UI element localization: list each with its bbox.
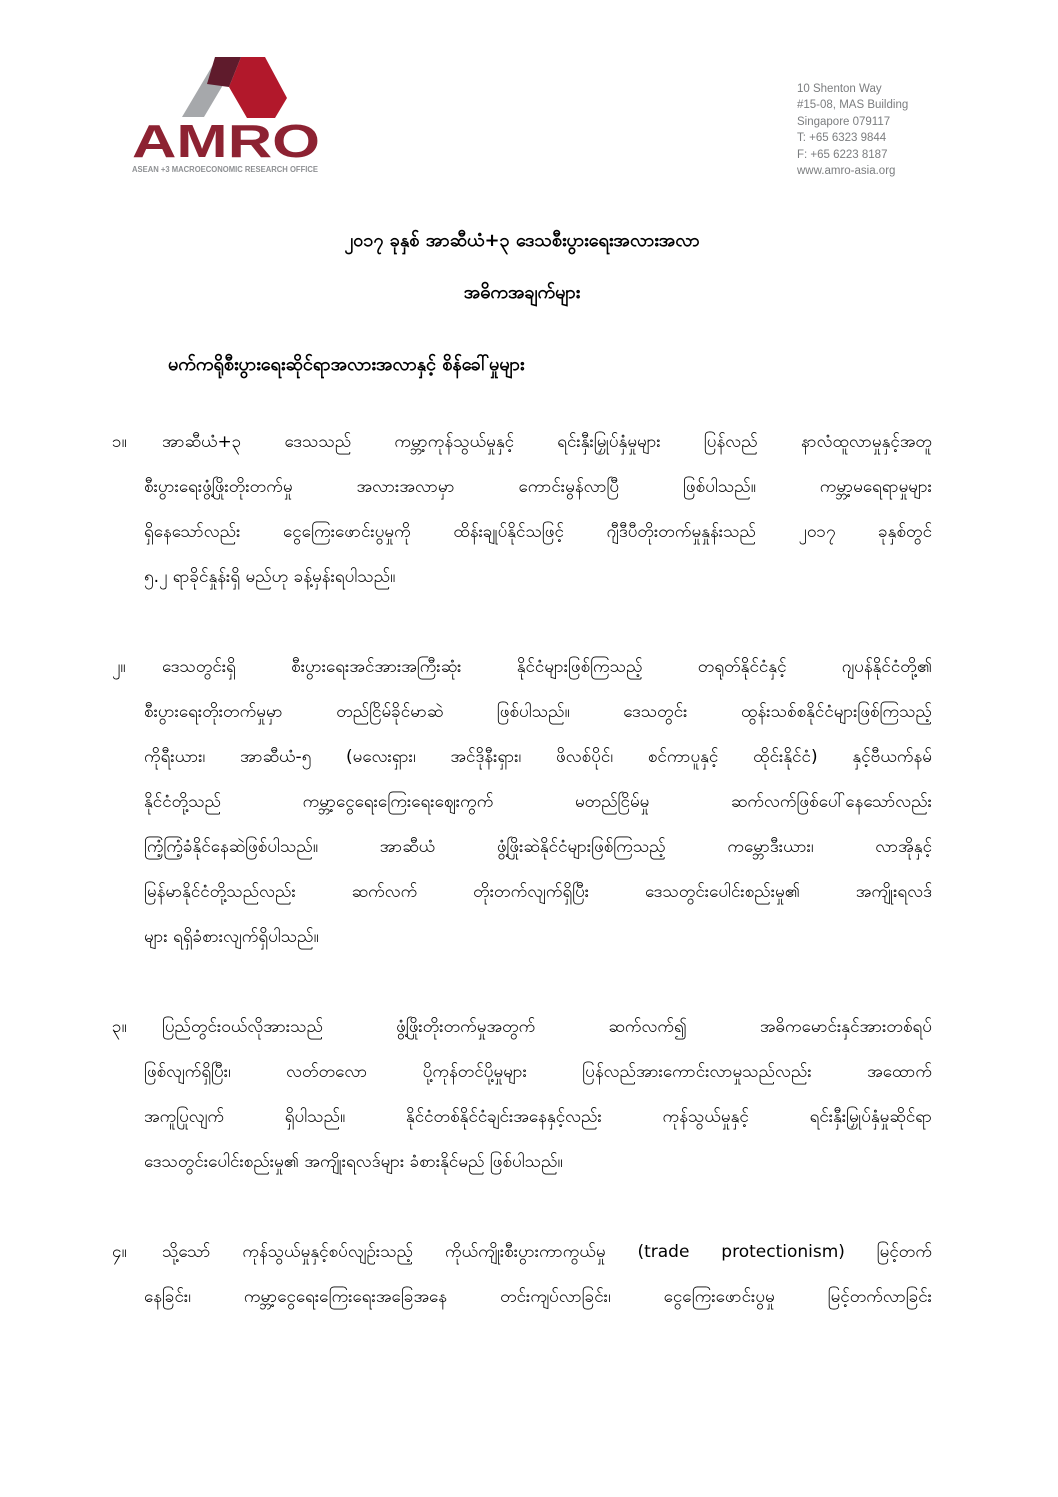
paragraph-number: ၂။ [112,657,126,677]
paragraph-line: ကြံ့ကြံ့ခံနိုင်နေဆဲဖြစ်ပါသည်။ အာဆီယံ ဖွံ့ဖြိုးဆဲနိုင်ငံများဖြစ်ကြသည့် ကမ္ဘောဒီးယား၊ လာအိုနှင့် [144,837,932,857]
paragraph-1 [112,420,932,600]
amro-logo-mark-icon [182,57,287,118]
paragraph-line: မြန်မာနိုင်ငံတို့သည်လည်း ဆက်လက် တိုးတက်လျက်ရှိပြီး ဒေသတွင်းပေါင်းစည်းမှု၏ အကျိုးရလဒ် [144,882,932,902]
paragraph-4 [112,1230,932,1320]
address-block [797,81,908,179]
logo-beam-red [229,57,287,118]
address-line: Singapore 079117 [797,115,891,128]
section-heading: မက်ကရိုစီးပွားရေးဆိုင်ရာအလားအလာနှင့် စိန်ခေါ်မှုများ [168,354,525,375]
paragraph-line: စီးပွားရေးဖွံ့ဖြိုးတိုးတက်မှု အလားအလာမှာ ကောင်းမွန်လာပြီ ဖြစ်ပါသည်။ ကမ္ဘာ့မရေရာမှုများ [144,477,932,497]
document-title [112,215,932,319]
paragraph-line: များ ရရှိခံစားလျက်ရှိပါသည်။ [144,927,319,947]
address-line: www.amro-asia.org [797,165,896,178]
paragraph-2 [112,645,932,960]
document-title-line: ၂၀၁၇ ခုနှစ် အာဆီယံ+၃ ဒေသစီးပွားရေးအလားအလာ [344,230,700,251]
paragraph-text [144,1230,932,1320]
document-body [112,215,932,1320]
paragraph-line: အကူပြုလျက် ရှိပါသည်။ နိုင်ငံတစ်နိုင်ငံချင်းအနေနှင့်လည်း ကုန်သွယ်မှုနှင့် ရင်းနှီးမြှုပ်နှံမှုဆိုင်ရာ [144,1107,932,1127]
paragraph-line: ၅.၂ ရာခိုင်နှုန်းရှိ မည်ဟု ခန့်မှန်းရပါသည်။ [144,567,396,587]
paragraph-text [144,420,932,600]
paragraph-line: စီးပွားရေးတိုးတက်မှုမှာ တည်ငြိမ်ခိုင်မာဆဲ ဖြစ်ပါသည်။ ဒေသတွင်း ထွန်းသစ်စနိုင်ငံများဖြစ်ကြသည့် [144,702,932,722]
logo-wordmark: AMRO [132,115,320,167]
paragraph-number: ၄။ [112,1242,127,1262]
paragraph-number: ၁။ [112,432,127,452]
paragraph-text [144,1005,932,1185]
paragraph-line: သို့သော် ကုန်သွယ်မှုနှင့်စပ်လျဉ်းသည့် ကိုယ်ကျိုးစီးပွားကာကွယ်မှု (trade protectionism) မြင့်တက် [162,1242,932,1262]
paragraph-line: နိုင်ငံတို့သည် ကမ္ဘာ့ငွေရေးကြေးရေးဈေးကွက် မတည်ငြိမ်မှု ဆက်လက်ဖြစ်ပေါ်နေသော်လည်း [144,792,932,812]
paragraph-line: ရှိနေသော်လည်း ငွေကြေးဖောင်းပွမှုကို ထိန်းချုပ်နိုင်သဖြင့် ဂျီဒီပီတိုးတက်မှုနှုန်းသည် ၂၀၁၇ ခုနှစ်တွင် [144,522,932,542]
paragraph-line: ဒေသတွင်းရှိ စီးပွားရေးအင်အားအကြီးဆုံး နိုင်ငံများဖြစ်ကြသည့် တရုတ်နိုင်ငံနှင့် ဂျပန်နိုင်ငံတို့၏ [162,657,932,677]
paragraph-line: ဖြစ်လျက်ရှိပြီး၊ လတ်တလော ပို့ကုန်တင်ပို့မှုများ ပြန်လည်အားကောင်းလာမှုသည်လည်း အထောက် [144,1062,932,1082]
paragraph-line: အာဆီယံ+၃ ဒေသသည် ကမ္ဘာ့ကုန်သွယ်မှုနှင့် ရင်းနှီးမြှုပ်နှံမှုများ ပြန်လည် နာလံထူလာမှုနှင့်အတူ [162,432,932,452]
address-line: F: +65 6223 8187 [797,148,888,161]
address-line: 10 Shenton Way [797,83,882,95]
document-title-line: အဓိကအချက်များ [463,282,581,303]
address-line: #15-08, MAS Building [797,99,909,112]
paragraph-number: ၃။ [112,1017,127,1037]
paragraph-text [144,645,932,960]
paragraph-line: ကိုရီးယား၊ အာဆီယံ-၅ (မလေးရှား၊ အင်ဒိုနီးရှား၊ ဖိလစ်ပိုင်၊ စင်ကာပူနှင့် ထိုင်းနိုင်ငံ) နှင့်ဗီယက်နမ် [144,747,932,767]
paragraph-line: နေခြင်း၊ ကမ္ဘာ့ငွေရေးကြေးရေးအခြေအနေ တင်းကျပ်လာခြင်း၊ ငွေကြေးဖောင်းပွမှု မြင့်တက်လာခြင်း [144,1287,932,1307]
paragraph-line: ဒေသတွင်းပေါင်းစည်းမှု၏ အကျိုးရလဒ်များ ခံစားနိုင်မည် ဖြစ်ပါသည်။ [144,1152,563,1172]
amro-logo [128,55,350,177]
paragraph-3 [112,1005,932,1185]
logo-tagline: ASEAN +3 MACROECONOMIC RESEARCH OFFICE [132,165,319,174]
address-line: T: +65 6323 9844 [797,132,887,145]
paragraph-line: ပြည်တွင်းဝယ်လိုအားသည် ဖွံ့ဖြိုးတိုးတက်မှုအတွက် ဆက်လက်၍ အဓိကမောင်းနှင်အားတစ်ရပ် [162,1017,932,1037]
